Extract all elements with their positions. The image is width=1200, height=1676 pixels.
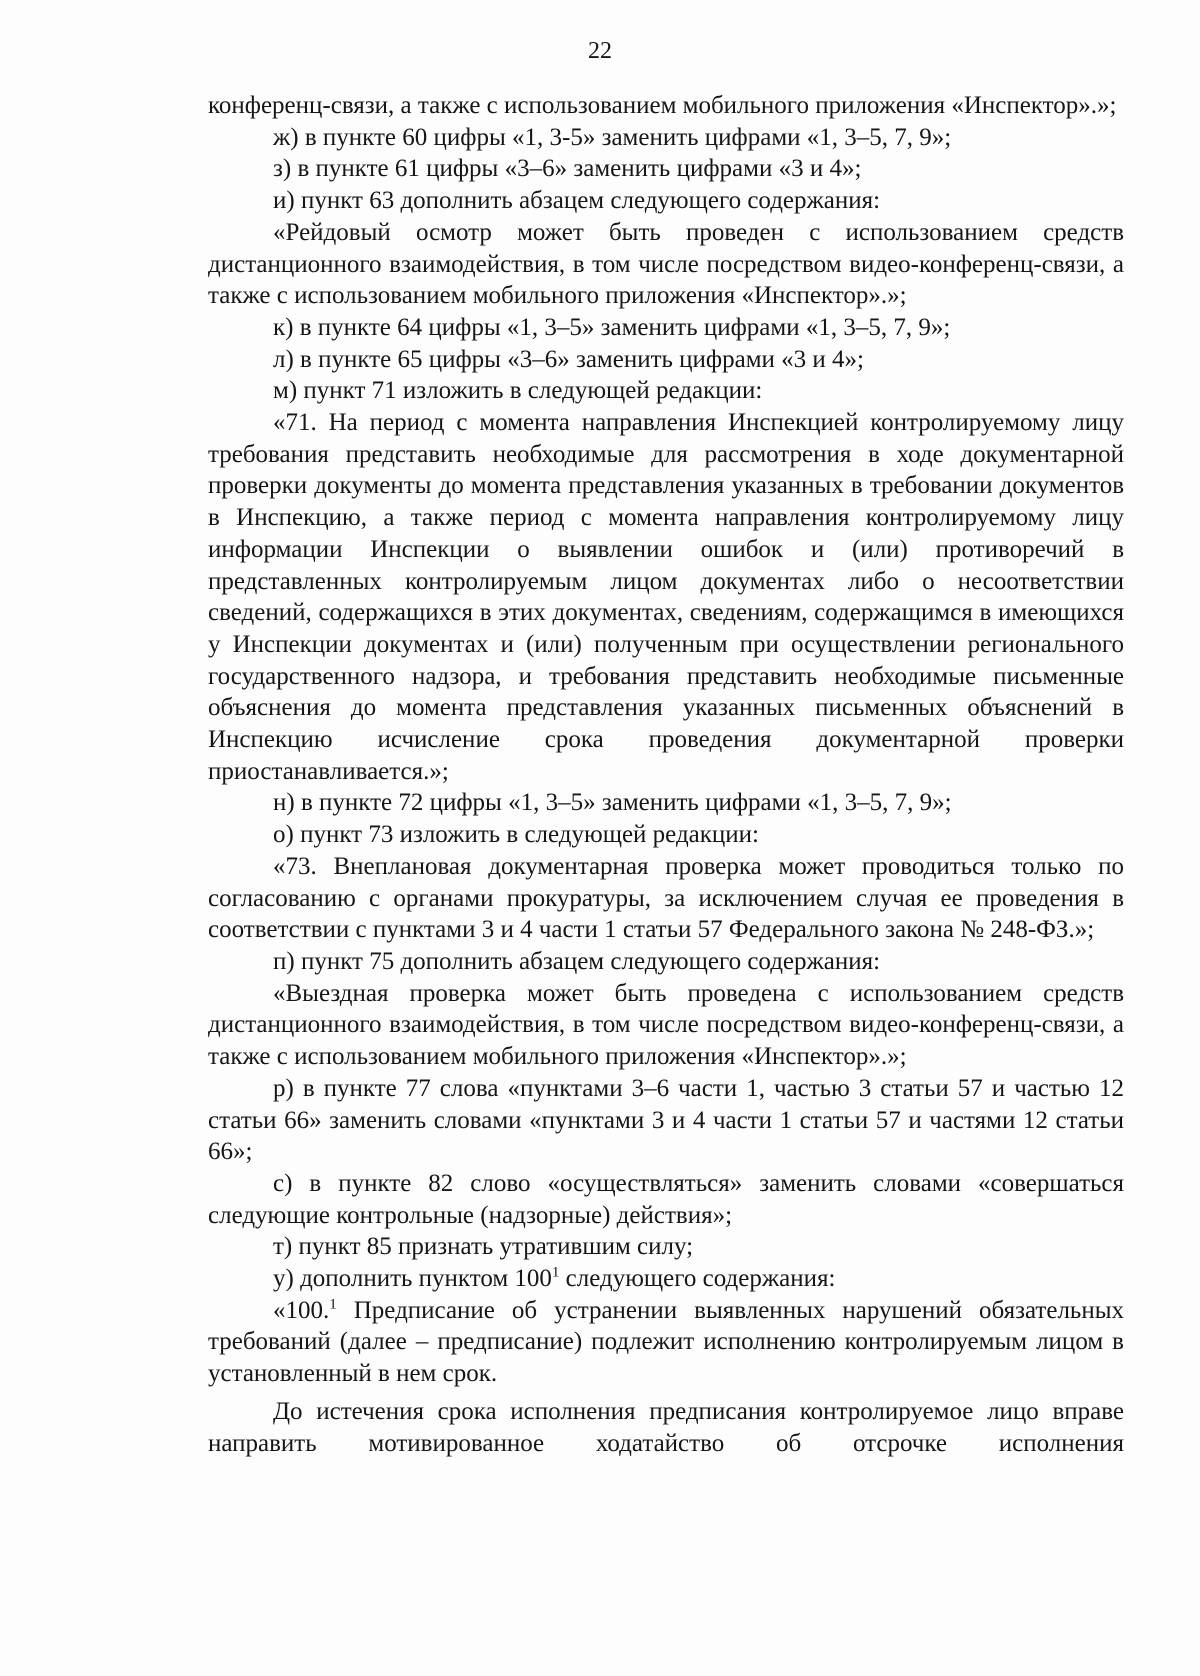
page-number: 22 <box>588 38 612 64</box>
paragraph: о) пункт 73 изложить в следующей редакции: <box>273 821 759 849</box>
paragraph: «Рейдовый осмотр может быть проведен с использованием средств дистанционного взаимодействия, в том числе посредством видео-конференц-связи, а также с использованием мобильного приложения «Инспектор».»; <box>208 218 1124 310</box>
paragraph <box>208 1295 1124 1390</box>
paragraph: ж) в пункте 60 цифры «1, 3-5» заменить цифрами «1, 3–5, 7, 9»; <box>273 123 952 151</box>
paragraph: р) в пункте 77 слова «пунктами 3–6 части 1, частью 3 статьи 57 и частью 12 статьи 66» заменить словами «пунктами 3 и 4 части 1 статьи 57 и частями 12 статьи 66»; <box>208 1074 1124 1166</box>
superscript: 1 <box>329 1296 337 1313</box>
paragraph-text: у) дополнить пунктом 100 <box>273 1265 552 1293</box>
paragraph: «73. Внеплановая документарная проверка может проводиться только по согласованию с органами прокуратуры, за исключением случая ее проведения в соответствии с пунктами 3 и 4 части 1 статьи 57 Федерального закона № 248-ФЗ.»; <box>208 852 1124 944</box>
paragraph: н) в пункте 72 цифры «1, 3–5» заменить цифрами «1, 3–5, 7, 9»; <box>273 789 952 817</box>
paragraph <box>208 1263 1124 1295</box>
paragraph: конференц-связи, а также с использованием мобильного приложения «Инспектор».»; <box>208 92 1117 119</box>
paragraph: т) пункт 85 признать утратившим силу; <box>273 1233 694 1261</box>
paragraph: «Выездная проверка может быть проведена с использованием средств дистанционного взаимодействия, в том числе посредством видео-конференц-связи, а также с использованием мобильного приложения «Инспектор».»; <box>208 979 1124 1071</box>
paragraph: с) в пункте 82 слово «осуществляться» заменить словами «совершаться следующие контрольные (надзорные) действия»; <box>208 1169 1124 1229</box>
paragraph: з) в пункте 61 цифры «3–6» заменить цифрами «3 и 4»; <box>273 155 862 183</box>
paragraph-text: следующего содержания: <box>559 1265 836 1293</box>
paragraph: и) пункт 63 дополнить абзацем следующего содержания: <box>273 187 881 215</box>
paragraph: «71. На период с момента направления Инспекцией контролируемому лицу требования представить необходимые для рассмотрения в ходе документарной проверки документы до момента представления указанных в требовании документов в Инспекцию, а также период с момента направления контролируемому лицу информации Инспекции о выявлении ошибок и (или) противоречий в представленных контролируемым лицом документах либо о несоответствии сведений, содержащихся в этих документах, сведениям, содержащимся в имеющихся у Инспекции документах и (или) полученным при осуществлении регионального государственного надзора, и требования представить необходимые письменные объяснения до момента представления указанных письменных объяснений в Инспекцию исчисление срока проведения документарной проверки приостанавливается.»; <box>208 409 1124 785</box>
document-body <box>208 90 1124 1459</box>
paragraph-text: «100. <box>273 1296 330 1324</box>
paragraph: л) в пункте 65 цифры «3–6» заменить цифрами «3 и 4»; <box>273 345 865 373</box>
paragraph: к) в пункте 64 цифры «1, 3–5» заменить цифрами «1, 3–5, 7, 9»; <box>273 313 951 341</box>
paragraph: До истечения срока исполнения предписания контролируемое лицо вправе направить мотивированное ходатайство об отсрочке исполнения <box>208 1397 1124 1457</box>
paragraph-text: Предписание об устранении выявленных нарушений обязательных требований (далее – предписание) подлежит исполнению контролируемым лицом в установленный в нем срок. <box>208 1296 1124 1388</box>
paragraph: п) пункт 75 дополнить абзацем следующего содержания: <box>273 947 881 975</box>
superscript: 1 <box>551 1264 560 1281</box>
paragraph: м) пункт 71 изложить в следующей редакции: <box>273 377 763 405</box>
